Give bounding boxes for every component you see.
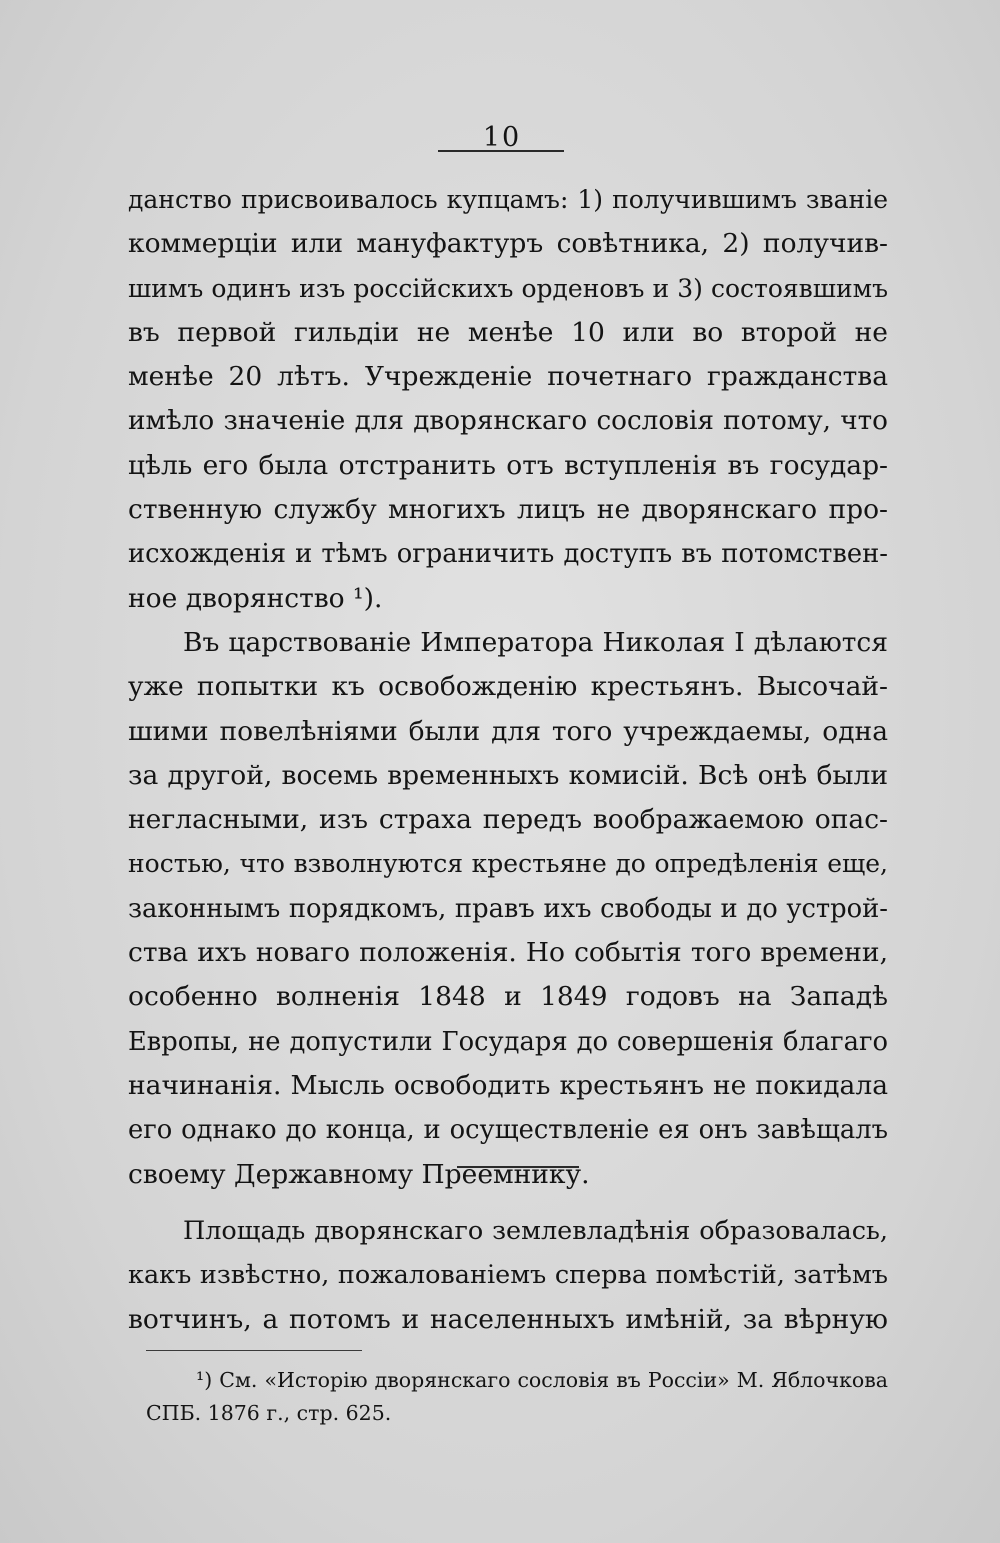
text-line: уже попытки къ освобожденію крестьянъ. Высочай-: [128, 671, 888, 703]
text-line: ства ихъ новаго положенія. Но событія того времени,: [128, 937, 888, 969]
section-divider: [457, 1166, 579, 1168]
text-line: вотчинъ, а потомъ и населенныхъ имѣній, за вѣрную: [128, 1303, 888, 1335]
text-line: данство присвоивалось купцамъ: 1) получившимъ званіе: [128, 185, 888, 214]
text-line: менѣе 20 лѣтъ. Учрежденіе почетнаго гражданства: [128, 361, 888, 393]
text-line: ное дворянство ¹).: [128, 582, 383, 614]
text-line: своему Державному Преемнику.: [128, 1158, 590, 1190]
text-line: исхожденія и тѣмъ ограничить доступъ въ потомствен-: [128, 539, 888, 570]
text-line: въ первой гильдіи не менѣе 10 или во второй не: [128, 316, 888, 348]
text-line: особенно волненія 1848 и 1849 годовъ на Западѣ: [128, 981, 888, 1013]
section-text: [128, 1209, 888, 1342]
text-line: законнымъ порядкомъ, правъ ихъ свободы и до устрой-: [128, 893, 888, 924]
page-number: 10: [482, 122, 522, 153]
text-line: какъ извѣстно, пожалованіемъ сперва помѣстій, затѣмъ: [128, 1260, 888, 1291]
text-line: негласными, изъ страха передъ воображаемою опас-: [128, 804, 888, 836]
footnote-rule: [146, 1350, 362, 1351]
text-line: ственную службу многихъ лицъ не дворянскаго про-: [128, 494, 888, 526]
text-line: за другой, восемь временныхъ комисій. Всѣ онѣ были: [128, 759, 888, 791]
footnote-line: ¹) См. «Исторію дворянскаго сословія въ Россіи» М. Яблочкова: [196, 1368, 888, 1392]
text-line: цѣль его была отстранить отъ вступленія въ государ-: [128, 449, 888, 481]
text-line: начинанія. Мысль освободить крестьянъ не покидала: [128, 1069, 888, 1101]
footnote-line: СПБ. 1876 г., стр. 625.: [146, 1401, 392, 1425]
header-rule: [438, 150, 564, 152]
text-line: ностью, что взволнуются крестьяне до опредѣленія еще,: [128, 849, 888, 879]
text-line: его однако до конца, и осуществленіе ея онъ завѣщалъ: [128, 1115, 888, 1146]
text-line: Европы, не допустили Государя до совершенія благаго: [128, 1026, 888, 1057]
footnote: [146, 1364, 888, 1430]
text-line: коммерціи или мануфактуръ совѣтника, 2) получив-: [128, 228, 888, 260]
text-line: шимъ одинъ изъ россійскихъ орденовъ и 3) состоявшимъ: [128, 273, 888, 303]
text-line: Въ царствованіе Императора Николая I дѣлаются: [183, 626, 888, 658]
text-line: Площадь дворянскаго землевладѣнія образовалась,: [183, 1216, 888, 1246]
text-line: имѣло значеніе для дворянскаго сословія потому, что: [128, 406, 888, 437]
text-line: шими повелѣніями были для того учреждаемы, одна: [128, 715, 888, 747]
main-text: [128, 178, 888, 1197]
